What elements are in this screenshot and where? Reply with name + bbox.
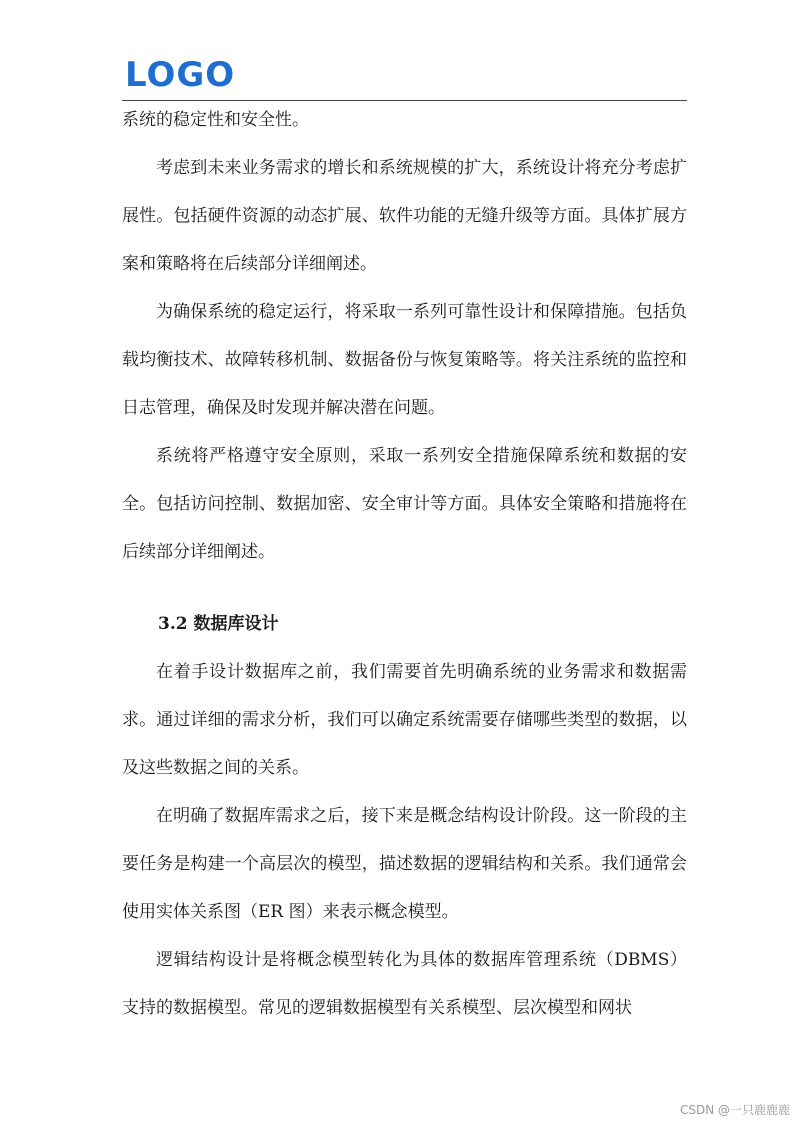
paragraph: 系统将严格遵守安全原则，采取一系列安全措施保障系统和数据的安全。包括访问控制、数据加密、安全审计等方面。具体安全策略和措施将在后续部分详细阐述。	[122, 446, 687, 562]
watermark: CSDN @一只鹿鹿鹿	[679, 1103, 790, 1117]
logo: LOGO	[125, 55, 236, 95]
paragraph: 系统的稳定性和安全性。	[122, 110, 309, 130]
paragraph: 考虑到未来业务需求的增长和系统规模的扩大，系统设计将充分考虑扩展性。包括硬件资源的动态扩展、软件功能的无缝升级等方面。具体扩展方案和策略将在后续部分详细阐述。	[122, 158, 687, 274]
paragraph: 为确保系统的稳定运行，将采取一系列可靠性设计和保障措施。包括负载均衡技术、故障转移机制、数据备份与恢复策略等。将关注系统的监控和日志管理，确保及时发现并解决潜在问题。	[122, 302, 687, 418]
document-body	[122, 96, 687, 1032]
section-heading: 3.2 数据库设计	[158, 614, 279, 634]
paragraph: 逻辑结构设计是将概念模型转化为具体的数据库管理系统（DBMS）支持的数据模型。常见的逻辑数据模型有关系模型、层次模型和网状	[122, 950, 687, 1018]
paragraph: 在明确了数据库需求之后，接下来是概念结构设计阶段。这一阶段的主要任务是构建一个高层次的模型，描述数据的逻辑结构和关系。我们通常会使用实体关系图（ER 图）来表示概念模型。	[122, 806, 687, 922]
paragraph: 在着手设计数据库之前，我们需要首先明确系统的业务需求和数据需求。通过详细的需求分析，我们可以确定系统需要存储哪些类型的数据，以及这些数据之间的关系。	[122, 662, 687, 778]
